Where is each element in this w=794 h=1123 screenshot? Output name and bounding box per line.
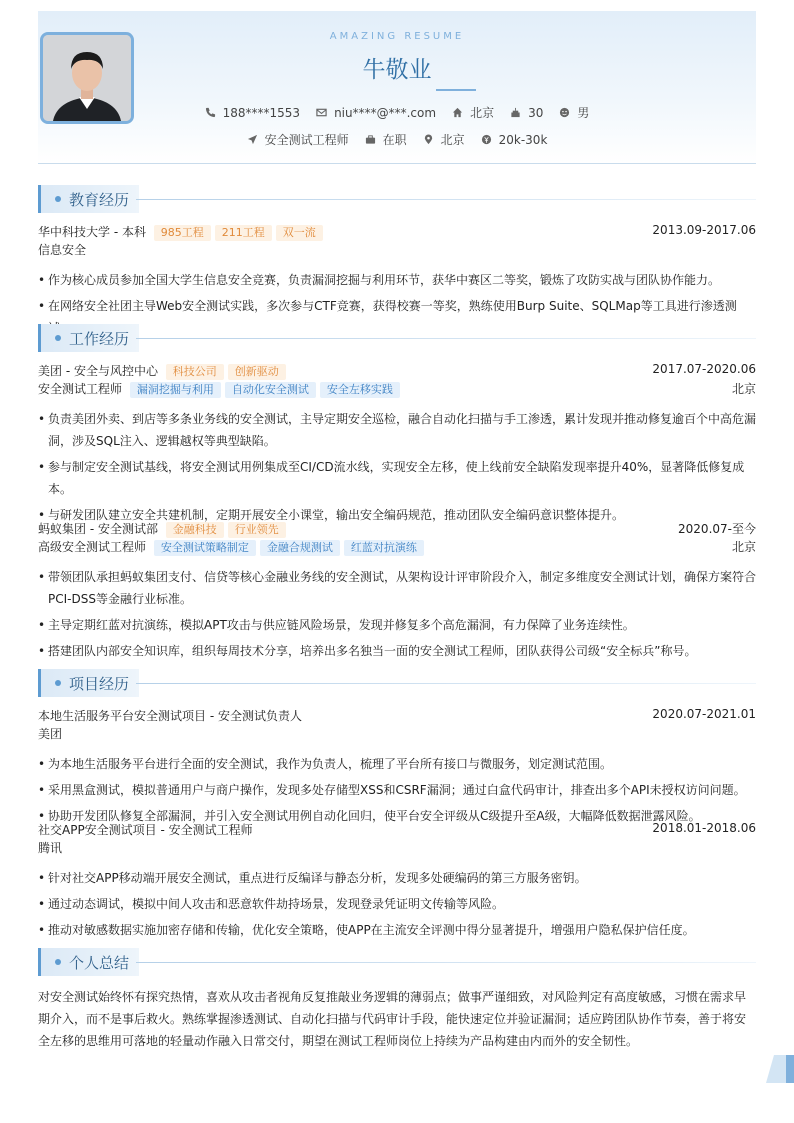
info-status [365, 131, 407, 148]
bullet-text: 作为核心成员参加全国大学生信息安全竞赛，负责漏洞挖掘与利用环节，获华中赛区二等奖，锻炼了攻防实战与团队协作能力。 [48, 273, 721, 287]
info-email [316, 106, 436, 120]
bullet-dot: • [38, 871, 46, 885]
bullet-dot: • [38, 273, 46, 287]
bullet-text: 负责美团外卖、到店等多条业务线的安全测试，主导定期安全巡检，融合自动化扫描与手工渗透，累计发现并推动修复逾百个中高危漏洞，涉及SQL注入、逻辑越权等典型缺陷。 [48, 412, 757, 448]
project-bullet [38, 867, 756, 889]
bullet-dot: • [38, 412, 46, 426]
name-underline [436, 89, 476, 91]
role-tag: 安全左移实践 [320, 382, 400, 398]
job-intent-row [38, 131, 756, 148]
info-salary [481, 133, 548, 147]
section-dot [55, 959, 61, 965]
section-dot [55, 680, 61, 686]
company-tag: 行业领先 [228, 522, 286, 538]
project-bullet [38, 779, 756, 801]
bullet-dot: • [38, 783, 46, 797]
company-name: 美团 - 安全与风控中心 [38, 364, 158, 378]
bullet-dot: • [38, 299, 46, 313]
money-icon [481, 134, 492, 145]
section-divider [136, 199, 756, 200]
bullet-dot: • [38, 757, 46, 771]
education-major: 信息安全 [38, 243, 87, 257]
bullet-text: 推动对敏感数据实施加密存储和传输，优化安全策略，使APP在主流安全评测中得分显著提升，增强用户隐私保护信任度。 [48, 923, 695, 937]
project-title-row [38, 707, 756, 724]
job-bullet [38, 640, 756, 662]
bullet-dot: • [38, 897, 46, 911]
email-address: niu****@***.com [334, 105, 437, 120]
section-dot [55, 335, 61, 341]
section-divider [136, 962, 756, 963]
mail-icon [316, 107, 327, 118]
bullet-text: 在网络安全社团主导Web安全测试实践，多次参与CTF竞赛，获得校赛一等奖，熟练使用Burp Suite、SQLMap等工具进行渗透测 [48, 299, 737, 313]
job-company-row [38, 362, 756, 380]
bullet-text: 为本地生活服务平台进行全面的安全测试，我作为负责人，梳理了平台所有接口与微服务，划定测试范围。 [48, 757, 613, 771]
summary-line: 对安全测试始终怀有探究热情，喜欢从攻击者视角反复推敲业务逻辑的薄弱点；做事严谨细致，对风险判定有高度敏感，习惯在需求早 [38, 990, 747, 1004]
job-city: 北京 [731, 382, 756, 396]
work-section-header [38, 324, 756, 352]
candidate-name: 牛敬业 [362, 57, 432, 83]
target-city: 北京 [440, 133, 465, 147]
education-school-row [38, 223, 756, 241]
section-divider [136, 683, 756, 684]
section-dot [55, 196, 61, 202]
phone-icon [205, 107, 216, 118]
bullet-text: 协助开发团队修复全部漏洞，并引入安全测试用例自动化回归，使平台安全评级从C级提升至A级，大幅降低数据泄露风险。 [48, 809, 701, 823]
section-title: 项目经历 [69, 675, 130, 693]
job-bullet [38, 456, 756, 500]
job-bullet [38, 566, 756, 610]
project-bullet [38, 753, 756, 775]
section-divider [136, 338, 756, 339]
bullet-dot: • [38, 508, 46, 522]
section-title: 工作经历 [69, 330, 130, 348]
bullet-dot: • [38, 618, 46, 632]
bullet-dot: • [38, 460, 46, 474]
expected-salary: 20k-30k [498, 132, 548, 147]
company-tag: 金融科技 [166, 522, 224, 538]
bullet-text: 与研发团队建立安全共建机制，定期开展安全小课堂，输出安全编码规范，推动团队安全编码意识整体提升。 [48, 508, 625, 522]
bullet-text: 采用黑盒测试，模拟普通用户与商户操作，发现多处存储型XSS和CSRF漏洞；通过白盒代码审计，排查出多个API未授权访问问题。 [48, 783, 746, 797]
section-title: 个人总结 [69, 954, 130, 972]
job-period: 2020.07-至今 [678, 522, 756, 536]
bullet-text: 主导定期红蓝对抗演练，模拟APT攻击与供应链风险场景，发现并修复多个高危漏洞，有力保障了业务连续性。 [48, 618, 635, 632]
job-city: 北京 [731, 540, 756, 554]
resume-header [38, 11, 756, 164]
summary-text [38, 986, 750, 1052]
target-role: 安全测试工程师 [264, 133, 349, 147]
gender: 男 [577, 106, 590, 120]
summary-section-header [38, 948, 756, 976]
info-target-city [423, 131, 465, 148]
section-title-box [38, 948, 139, 976]
job-company-row [38, 520, 756, 538]
home-icon [452, 107, 463, 118]
job-role-row [38, 538, 756, 556]
role-tag: 红蓝对抗演练 [344, 540, 424, 556]
school-name: 华中科技大学 - 本科 [38, 225, 146, 239]
home-city: 北京 [470, 106, 495, 120]
info-gender [559, 104, 589, 121]
age: 30 [528, 105, 544, 120]
project-name: 社交APP安全测试项目 - 安全测试工程师 [38, 823, 253, 837]
project-org: 美团 [38, 727, 63, 741]
project-name: 本地生活服务平台安全测试项目 - 安全测试负责人 [38, 709, 302, 723]
gender-icon [559, 107, 570, 118]
info-age [510, 106, 543, 120]
resume-tagline: AMAZING RESUME [329, 31, 465, 42]
company-tag: 创新驱动 [228, 364, 286, 380]
bullet-text: 针对社交APP移动端开展安全测试，重点进行反编译与静态分析，发现多处硬编码的第三方服务密钥。 [48, 871, 587, 885]
role-tag: 金融合规测试 [260, 540, 340, 556]
bullet-text: 带领团队承担蚂蚁集团支付、信贷等核心金融业务线的安全测试，从架构设计评审阶段介入，制定多维度安全测试计划，确保方案符合PCI-DSS等金融行业标准。 [48, 570, 757, 606]
project-bullet [38, 893, 756, 915]
summary-line: 全左移的思维用可落地的轻量动作融入日常交付，期望在测试工程师岗位上持续为产品构建由内而外的安全韧性。 [38, 1034, 639, 1048]
resume-page [38, 11, 757, 1048]
company-name: 蚂蚁集团 - 安全测试部 [38, 522, 158, 536]
contact-row [38, 104, 756, 121]
send-icon [247, 134, 258, 145]
job-bullet [38, 408, 756, 452]
job-period: 2017.07-2020.06 [652, 362, 756, 376]
section-title-box [38, 324, 139, 352]
education-period: 2013.09-2017.06 [652, 223, 756, 237]
section-title: 教育经历 [69, 191, 130, 209]
job-role-row [38, 380, 756, 398]
project-title-row [38, 821, 756, 838]
location-pin-icon [423, 134, 434, 145]
company-tag: 科技公司 [166, 364, 224, 380]
school-tag: 211工程 [215, 225, 272, 241]
employment-status: 在职 [382, 133, 407, 147]
project-org: 腾讯 [38, 841, 63, 855]
bullet-dot: • [38, 644, 46, 658]
bullet-text: 通过动态调试，模拟中间人攻击和恶意软件劫持场景，发现登录凭证明文传输等风险。 [48, 897, 505, 911]
education-bullet [38, 269, 756, 291]
school-tag: 双一流 [276, 225, 323, 241]
info-home [452, 104, 494, 121]
info-phone [205, 106, 300, 120]
cake-icon [510, 107, 521, 118]
project-period: 2020.07-2021.01 [652, 707, 756, 721]
project-bullet [38, 919, 756, 941]
briefcase-icon [365, 134, 376, 145]
corner-decoration [766, 1055, 794, 1083]
education-section-header [38, 185, 756, 213]
bullet-text: 搭建团队内部安全知识库，组织每周技术分享，培养出多名独当一面的安全测试工程师，团队获得公司级“安全标兵”称号。 [48, 644, 697, 658]
role-tag: 安全测试策略制定 [154, 540, 256, 556]
school-tag: 985工程 [154, 225, 211, 241]
bullet-dot: • [38, 809, 46, 823]
job-role: 高级安全测试工程师 [38, 540, 147, 554]
job-role: 安全测试工程师 [38, 382, 123, 396]
job-bullet [38, 614, 756, 636]
project-period: 2018.01-2018.06 [652, 821, 756, 835]
summary-line: 期介入，而不是事后救火。熟练掌握渗透测试、自动化扫描与代码审计手段，能快速定位并验证漏洞；适应跨团队协作节奏，善于将安 [38, 1012, 747, 1026]
info-target-role [247, 131, 349, 148]
section-title-box [38, 669, 139, 697]
role-tag: 自动化安全测试 [225, 382, 316, 398]
bullet-dot: • [38, 570, 46, 584]
phone-number: 188****1553 [222, 105, 301, 120]
role-tag: 漏洞挖掘与利用 [130, 382, 221, 398]
bullet-text: 参与制定安全测试基线，将安全测试用例集成至CI/CD流水线，实现安全左移，使上线前安全缺陷发现率提升40%，显著降低修复成本。 [48, 460, 745, 496]
bullet-dot: • [38, 923, 46, 937]
projects-section-header [38, 669, 756, 697]
section-title-box [38, 185, 139, 213]
